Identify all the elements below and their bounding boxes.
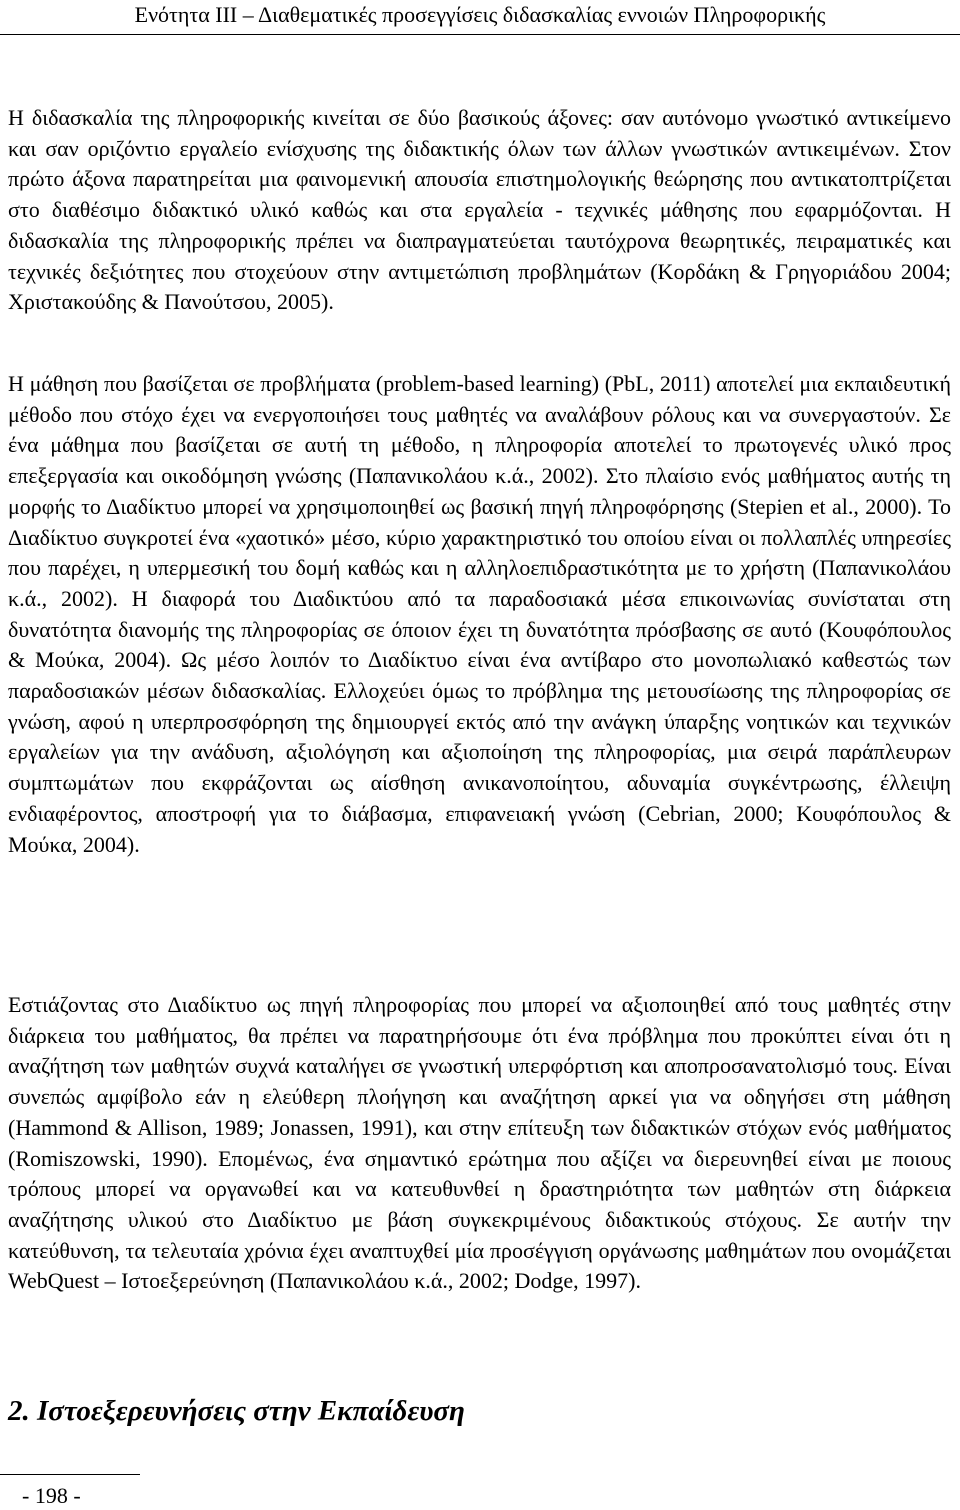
- body-section-3: [8, 990, 951, 1309]
- paragraph-1: Η διδασκαλία της πληροφορικής κινείται σε δύο βασικούς άξονες: σαν αυτόνομο γνωστικό αντικείμενο και σαν οριζόντιο εργαλείο ενίσχυσης της διδακτικής όλων των άλλων γνωστικών αντικειμένων. Στον πρώτο άξονα παρατηρείται μια φαινομενική απουσία επιστημολογικής θεώρησης που αντικατοπτρίζεται στο διαθέσιμο διδακτικό υλικό καθώς και στα εργαλεία - τεχνικές μάθησης που εφαρμόζονται. Η διδασκαλία της πληροφορικής πρέπει να διαπραγματεύεται ταυτόχρονα θεωρητικές, πειραματικές και τεχνικές δεξιότητες που στοχεύουν στην αντιμετώπιση προβλημάτων (Κορδάκη & Γρηγοριάδου 2004; Χριστακούδης & Πανούτσου, 2005).: [8, 105, 951, 315]
- page-number: - 198 -: [22, 1483, 81, 1508]
- paragraph-3: Εστιάζοντας στο Διαδίκτυο ως πηγή πληροφορίας που μπορεί να αξιοποιηθεί από τους μαθητές στην διάρκεια του μαθήματος, θα πρέπει να παρατηρήσουμε ότι ένα πρόβλημα που προκύπτει είναι ότι η αναζήτηση των μαθητών συχνά καταλήγει σε γνωστική υπερφόρτιση και αποπροσανατολισμό τους. Είναι συνεπώς αμφίβολο εάν η ελεύθερη πλοήγηση και αναζήτηση αρκεί για να οδηγήσει στη μάθηση (Hammond & Allison, 1989; Jonassen, 1991), και στην επίτευξη των διδακτικών στόχων ενός μαθήματος (Romiszowski, 1990). Επομένως, ένα σημαντικό ερώτημα που αξίζει να διερευνηθεί είναι με ποιους τρόπους μπορεί να οργανωθεί και να κατευθυνθεί η δραστηριότητα των μαθητών στη διάρκεια αναζήτησης υλικού στο Διαδίκτυο με βάση συγκεκριμένους διδακτικούς στόχους. Σε αυτήν την κατεύθυνση, τα τελευταία χρόνια έχει αναπτυχθεί μία προσέγγιση οργάνωσης μαθημάτων που ονομάζεται WebQuest – Ιστοεξερεύνηση (Παπανικολάου κ.ά., 2002; Dodge, 1997).: [8, 992, 951, 1294]
- paragraph-2: Η μάθηση που βασίζεται σε προβλήματα (problem-based learning) (PbL, 2011) αποτελεί μια εκπαιδευτική μέθοδο που στόχο έχει να ενεργοποιήσει τους μαθητές να αναλάβουν ρόλους και να συνεργαστούν. Σε ένα μάθημα που βασίζεται σε αυτή τη μέθοδο, η πληροφορία αποτελεί το πρωτογενές υλικό προς επεξεργασία και οικοδόμηση γνώσης (Παπανικολάου κ.ά., 2002). Στο πλαίσιο ενός μαθήματος αυτής τη μορφής το Διαδίκτυο μπορεί να χρησιμοποιηθεί ως βασική πηγή πληροφόρησης (Stepien et al., 2000). Το Διαδίκτυο συγκροτεί ένα «χαοτικό» μέσο, κύριο χαρακτηριστικό του οποίου είναι οι πολλαπλές υπηρεσίες που παρέχει, η υπερμεσική του δομή καθώς και η αλληλοεπιδραστικότητα με το χρήστη (Παπανικολάου κ.ά., 2002). Η διαφορά του Διαδικτύου από τα παραδοσιακά μέσα επικοινωνίας συνίσταται στη δυνατότητα διανομής της πληροφορίας σε όποιον έχει τη δυνατότητα πρόσβασης σε αυτό (Κουφόπουλος & Μούκα, 2004). Ως μέσο λοιπόν το Διαδίκτυο είναι ένα αντίβαρο στο μονοπωλιακό καθεστώς των παραδοσιακών μέσων διδασκαλίας. Ελλοχεύει όμως το πρόβλημα της μετουσίωσης της πληροφορίας σε γνώση, αφού η υπερπροσφόρηση της δημιουργεί εκτός από την ανάγκη ύπαρξης νοητικών και τεχνικών εργαλείων για την ανάδυση, αξιολόγηση και αξιοποίηση της πληροφορίας, μια σειρά παράπλευρων συμπτωμάτων που εκφράζονται ως αίσθηση ανικανοποίητου, αδυναμία συγκέντρωσης, έλλειψη ενδιαφέροντος, αποστροφή για το διάβασμα, επιφανειακή γνώση (Cebrian, 2000; Κουφόπουλος & Μούκα, 2004).: [8, 371, 951, 857]
- running-header: Ενότητα ΙΙΙ – Διαθεματικές προσεγγίσεις διδασκαλίας εννοιών Πληροφορικής: [0, 0, 960, 35]
- body-section-1: [8, 103, 951, 330]
- section-heading: 2. Ιστοεξερευνήσεις στην Εκπαίδευση: [8, 1395, 465, 1427]
- footer-divider: [0, 1474, 140, 1475]
- body-section-2: [8, 369, 951, 872]
